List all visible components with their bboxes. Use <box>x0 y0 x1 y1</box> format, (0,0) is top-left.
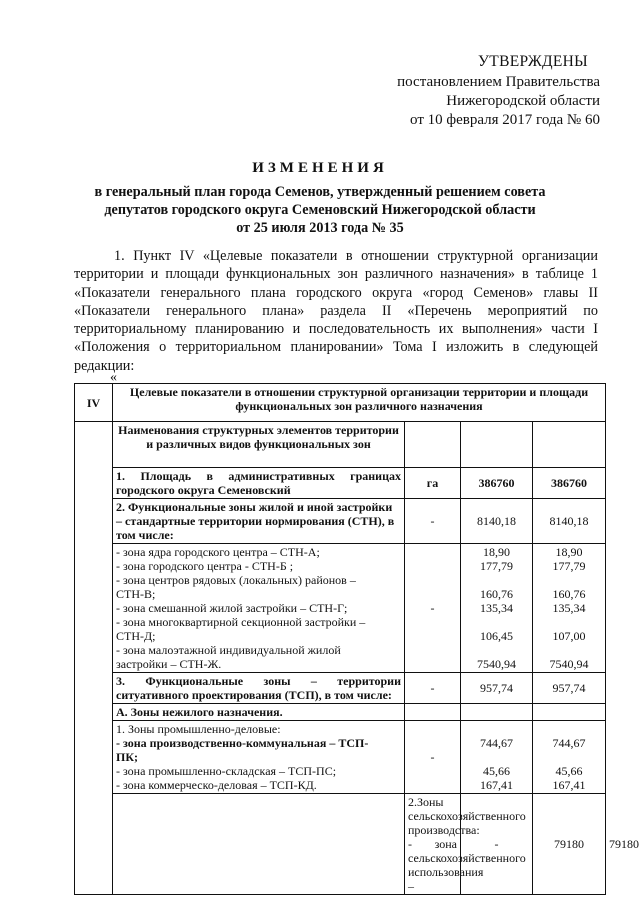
zone-line: - зона ядра городского центра – СТН-А; <box>116 545 320 559</box>
approval-line: постановлением Правительства <box>397 74 600 90</box>
approval-date: от 10 февраля 2017 года № 60 <box>410 112 600 128</box>
row-value-1: 386760 <box>461 468 533 499</box>
row-value-1 <box>461 721 533 794</box>
document-title <box>60 160 580 237</box>
row-value-2 <box>533 721 606 794</box>
row-unit: га <box>405 468 461 499</box>
value: 744,67 <box>480 736 513 750</box>
value: 18,90 <box>483 545 510 559</box>
row-value-1: 79180 <box>533 794 606 895</box>
zone-line: - зона многоквартирной секционной застройки – <box>116 615 366 629</box>
row-value-2: 8140,18 <box>533 499 606 544</box>
title-subtitle: депутатов городского округа Семеновский Нижегородской области <box>104 202 536 218</box>
zone-line: 2.Зоны сельскохозяйственного производства: <box>408 795 526 837</box>
zone-line: - зона сельскохозяйственного использования – <box>408 837 526 893</box>
table-row <box>75 673 606 704</box>
table-header-row <box>75 422 606 468</box>
empty-number-cell <box>113 794 405 895</box>
value: 106,45 <box>480 629 513 643</box>
value: 167,41 <box>480 778 513 792</box>
row-unit: - <box>405 544 461 673</box>
zone-line: СТН-Д; <box>116 629 156 643</box>
zone-line: 1. Зоны промышленно-деловые: <box>116 722 281 736</box>
zone-line: - зона малоэтажной индивидуальной жилой <box>116 643 341 657</box>
zone-line: - зона городского центра - СТН-Б ; <box>116 559 294 573</box>
value: 45,66 <box>483 764 510 778</box>
indicators-table <box>74 383 640 895</box>
row-value-2: 386760 <box>533 468 606 499</box>
empty-cell <box>461 704 533 721</box>
table-row <box>75 499 606 544</box>
approval-stamp <box>397 52 600 130</box>
row-unit: - <box>405 673 461 704</box>
zone-line: - зона смешанной жилой застройки – СТН-Г; <box>116 601 348 615</box>
approval-heading: УТВЕРЖДЕНЫ <box>478 53 588 70</box>
value: 177,79 <box>480 559 513 573</box>
title-heading: ИЗМЕНЕНИЯ <box>252 160 388 176</box>
row-value-2 <box>533 544 606 673</box>
row-value-1: 8140,18 <box>461 499 533 544</box>
zone-line: - зона производственно-коммунальная – ТСП- <box>116 736 369 750</box>
table-row <box>75 721 606 794</box>
empty-header-cell <box>405 422 461 468</box>
value: 160,76 <box>552 587 586 601</box>
table-row <box>75 544 606 673</box>
row-value-1 <box>461 544 533 673</box>
section-number: IV <box>75 384 113 422</box>
approval-line: Нижегородской области <box>446 93 600 109</box>
zone-line: застройки – СТН-Ж. <box>116 657 222 671</box>
title-subtitle: от 25 июля 2013 года № 35 <box>236 220 404 236</box>
table-row <box>75 704 606 721</box>
value: 7540,94 <box>477 657 516 671</box>
empty-number-cell <box>75 422 113 895</box>
body-paragraph: 1. Пункт IV «Целевые показатели в отношении структурной организации территории и площади функциональных зон различного назначения» в таблице 1 «Показатели генерального плана городского округа «город Семенов» главы II «Показатели генерального плана» раздела II «Перечень мероприятий по территориальному планированию и последовательность их выполнения» части I «Положения о территориальном планировании» Тома I изложить в следующей редакции: <box>74 248 598 374</box>
value: 45,66 <box>555 764 583 778</box>
zone-line: ПК; <box>116 750 139 764</box>
row-name: 1. Площадь в административных границах городского округа Семеновский <box>113 468 405 499</box>
empty-header-cell <box>533 422 606 468</box>
value: 7540,94 <box>549 657 589 671</box>
row-name <box>113 544 405 673</box>
value: 107,00 <box>552 629 586 643</box>
row-value-1: 957,74 <box>461 673 533 704</box>
value: 744,67 <box>552 736 586 750</box>
title-subtitle: в генеральный план города Семенов, утвержденный решением совета <box>94 184 546 200</box>
row-unit: - <box>405 721 461 794</box>
empty-cell <box>405 704 461 721</box>
zone-line: СТН-В; <box>116 587 156 601</box>
section-header: Целевые показатели в отношении структурной организации территории и площади функциональных зон различного назначения <box>113 384 606 422</box>
empty-cell <box>533 704 606 721</box>
table-section-row <box>75 384 606 422</box>
zone-line: - зона промышленно-складская – ТСП-ПС; <box>116 764 337 778</box>
row-unit: - <box>461 794 533 895</box>
value: 177,79 <box>552 559 586 573</box>
value: 160,76 <box>480 587 513 601</box>
opening-quote: « <box>110 370 117 385</box>
row-name: 3. Функциональные зоны – территории ситуативного проектирования (ТСП), в том числе: <box>113 673 405 704</box>
row-value-2: 957,74 <box>533 673 606 704</box>
row-name: 2. Функциональные зоны жилой и иной застройки – стандартные территории нормирования (СТН), в том числе: <box>113 499 405 544</box>
row-name <box>113 721 405 794</box>
row-unit: - <box>405 499 461 544</box>
empty-header-cell <box>461 422 533 468</box>
value: 18,90 <box>555 545 583 559</box>
value: 135,34 <box>552 601 586 615</box>
row-name: А. Зоны нежилого назначения. <box>113 704 405 721</box>
column-header: Наименования структурных элементов территории и различных видов функциональных зон <box>113 422 405 468</box>
value: 167,41 <box>552 778 586 792</box>
table-row: 2.Зоны сельскохозяйственного производства: - зона сельскохозяйственного использования – - 79180 79180 <box>75 794 606 895</box>
value: 135,34 <box>480 601 513 615</box>
zone-line: - зона коммерческо-деловая – ТСП-КД. <box>116 778 317 792</box>
table-row <box>75 468 606 499</box>
zone-line: - зона центров рядовых (локальных) районов – <box>116 573 356 587</box>
